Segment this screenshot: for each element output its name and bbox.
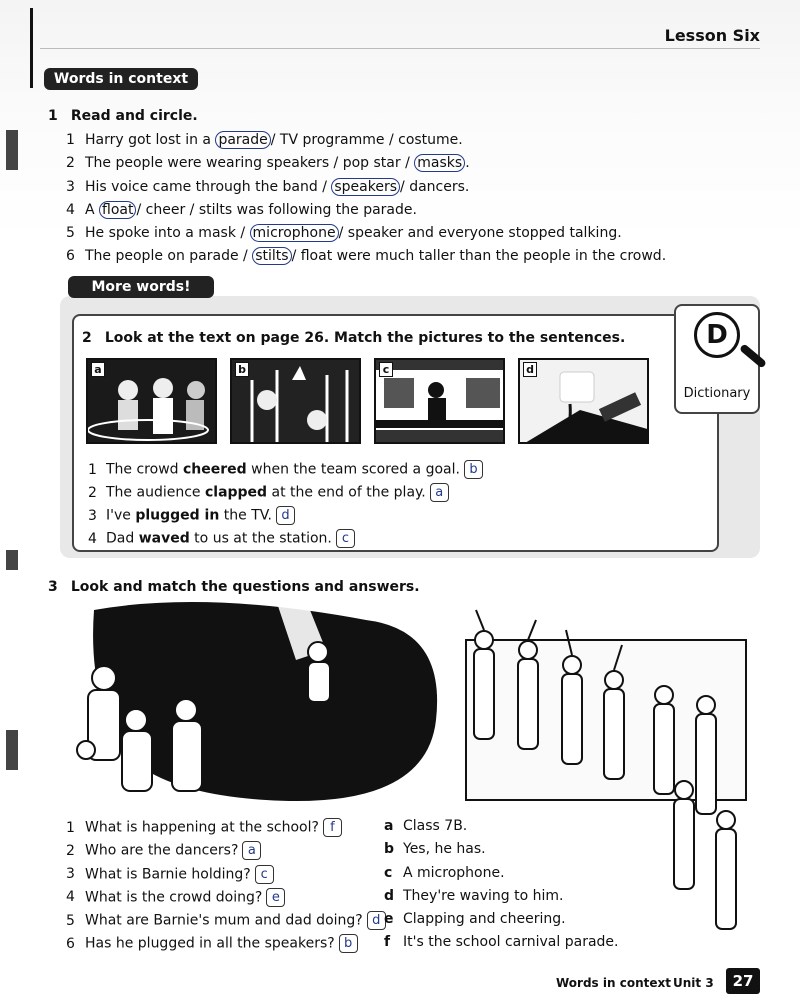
question-item xyxy=(66,865,386,888)
page-number: 27 xyxy=(726,968,760,994)
question-text: What are Barnie's mum and dad doing? xyxy=(85,912,363,929)
dictionary-letter: D xyxy=(694,312,740,358)
answer-option xyxy=(384,841,618,864)
train-station-image xyxy=(376,360,505,444)
list-item xyxy=(66,225,666,248)
item-text: / TV programme / costume. xyxy=(270,132,463,148)
sentence-text: I've xyxy=(106,507,136,524)
footer-section: Words in context xyxy=(556,976,671,990)
dictionary-badge xyxy=(674,304,760,414)
section-1-heading xyxy=(48,108,198,124)
picture-label: d xyxy=(523,362,537,377)
key-word: cheered xyxy=(183,461,247,478)
picture-label: a xyxy=(91,362,105,377)
item-number: 1 xyxy=(88,461,97,478)
answers-list xyxy=(384,818,618,958)
section-number: 3 xyxy=(48,579,58,595)
section-number: 2 xyxy=(82,330,92,346)
more-words-banner: More words! xyxy=(68,276,214,298)
item-number: 3 xyxy=(88,507,97,524)
picture-b xyxy=(230,358,361,444)
option-letter: f xyxy=(384,934,391,951)
sentence-item xyxy=(88,460,483,483)
question-item xyxy=(66,911,386,934)
option-text: It's the school carnival parade. xyxy=(403,934,619,951)
section-title: Read and circle. xyxy=(70,108,198,124)
picture-d xyxy=(518,358,649,444)
item-text: / dancers. xyxy=(400,178,470,195)
title-rule xyxy=(40,48,760,49)
question-text: What is happening at the school? xyxy=(85,819,319,836)
question-text: Has he plugged in all the speakers? xyxy=(85,935,335,952)
answer-box[interactable]: d xyxy=(276,506,295,525)
item-text: A xyxy=(85,201,100,218)
picture-c xyxy=(374,358,505,444)
audience-clapping-image xyxy=(88,360,217,444)
more-words-inner xyxy=(72,314,719,552)
answer-option xyxy=(384,888,618,911)
questions-list xyxy=(66,818,386,958)
key-word: plugged in xyxy=(135,507,220,524)
section-2-sentences xyxy=(88,460,483,552)
sentence-text: to us at the station. xyxy=(189,530,332,547)
page-edge-marks xyxy=(6,130,20,770)
question-text: What is Barnie holding? xyxy=(85,866,251,883)
option-text: They're waving to him. xyxy=(403,887,564,904)
item-number: 6 xyxy=(66,248,75,265)
item-number: 4 xyxy=(66,889,75,906)
item-number: 1 xyxy=(66,819,75,836)
circled-answer: float xyxy=(99,201,136,219)
sentence-text: The audience xyxy=(106,484,205,501)
option-letter: c xyxy=(384,864,393,881)
answer-option xyxy=(384,818,618,841)
footer-unit: Unit 3 xyxy=(673,976,714,990)
picture-label: c xyxy=(379,362,393,377)
picture-label: b xyxy=(235,362,249,377)
sentence-item xyxy=(88,506,483,529)
section-number: 1 xyxy=(48,108,58,124)
picture-a xyxy=(86,358,217,444)
item-text: / cheer / stilts was following the parade. xyxy=(136,201,417,218)
item-text: / float were much taller than the people in the crowd. xyxy=(291,248,667,265)
question-text: What is the crowd doing? xyxy=(85,889,263,906)
key-word: clapped xyxy=(204,484,268,501)
item-number: 4 xyxy=(88,530,97,547)
magnifier-handle-icon xyxy=(739,343,767,368)
section-3-heading xyxy=(48,579,420,595)
item-text: He spoke into a mask / xyxy=(85,225,250,242)
item-number: 5 xyxy=(66,225,75,242)
plug-socket-image xyxy=(520,360,649,444)
more-words-box xyxy=(50,279,752,562)
option-letter: a xyxy=(384,818,394,834)
dictionary-label: Dictionary xyxy=(683,386,751,401)
item-number: 3 xyxy=(66,178,75,195)
answer-box[interactable]: c xyxy=(336,529,355,548)
item-number: 2 xyxy=(66,155,75,172)
section-title: Look at the text on page 26. Match the pictures to the sentences. xyxy=(104,330,626,346)
answer-box[interactable]: c xyxy=(255,865,274,884)
answer-box[interactable]: a xyxy=(242,841,261,860)
item-number: 3 xyxy=(66,866,75,883)
list-item xyxy=(66,155,666,178)
option-text: Class 7B. xyxy=(403,818,468,834)
sentence-item xyxy=(88,529,483,552)
list-item xyxy=(66,248,666,271)
circled-answer: speakers xyxy=(331,178,400,196)
list-item xyxy=(66,202,666,225)
answer-box[interactable]: b xyxy=(339,934,358,953)
item-number: 1 xyxy=(66,132,75,148)
more-words-panel xyxy=(60,296,760,558)
question-item xyxy=(66,818,386,841)
item-text: . xyxy=(465,155,470,172)
words-in-context-banner: Words in context xyxy=(44,68,198,90)
section-title: Look and match the questions and answers. xyxy=(70,579,420,595)
sentence-text: at the end of the play. xyxy=(267,484,426,501)
answer-box[interactable]: d xyxy=(367,911,386,930)
question-item xyxy=(66,934,386,957)
item-number: 2 xyxy=(66,842,75,859)
item-text: / speaker and everyone stopped talking. xyxy=(338,225,622,242)
sentence-item xyxy=(88,483,483,506)
item-text: Harry got lost in a xyxy=(85,132,216,148)
question-item xyxy=(66,888,386,911)
circled-answer: masks xyxy=(414,154,465,172)
option-letter: b xyxy=(384,841,395,858)
list-item xyxy=(66,132,666,155)
item-number: 4 xyxy=(66,201,75,218)
answer-box[interactable]: b xyxy=(464,460,483,479)
list-item xyxy=(66,179,666,202)
item-number: 5 xyxy=(66,912,75,929)
question-text: Who are the dancers? xyxy=(85,842,239,859)
option-text: Yes, he has. xyxy=(403,841,486,858)
question-item xyxy=(66,841,386,864)
sentence-text: the TV. xyxy=(219,507,272,524)
answer-box[interactable]: e xyxy=(266,888,285,907)
option-letter: d xyxy=(384,887,395,904)
section-1-list xyxy=(66,132,666,272)
sentence-text: when the team scored a goal. xyxy=(246,461,460,478)
answer-option xyxy=(384,865,618,888)
circled-answer: stilts xyxy=(252,247,291,265)
answer-option xyxy=(384,911,618,934)
item-number: 2 xyxy=(88,484,97,501)
answer-box[interactable]: f xyxy=(323,818,342,837)
circled-answer: microphone xyxy=(250,224,339,242)
option-text: A microphone. xyxy=(403,864,505,881)
option-letter: e xyxy=(384,911,394,928)
lesson-title: Lesson Six xyxy=(664,26,760,45)
answer-option xyxy=(384,934,618,957)
sentence-text: The crowd xyxy=(106,461,183,478)
item-text: His voice came through the band / xyxy=(85,178,332,195)
sentence-text: Dad xyxy=(106,530,139,547)
circled-answer: parade xyxy=(215,131,270,149)
answer-box[interactable]: a xyxy=(430,483,449,502)
section-2-heading xyxy=(82,330,625,346)
binding-line xyxy=(30,8,33,88)
crowd-cheering-image xyxy=(232,360,361,444)
item-text: The people on parade / xyxy=(85,248,253,265)
item-text: The people were wearing speakers / pop star / xyxy=(85,155,415,172)
option-text: Clapping and cheering. xyxy=(403,911,566,928)
key-word: waved xyxy=(138,530,190,547)
item-number: 6 xyxy=(66,935,75,952)
